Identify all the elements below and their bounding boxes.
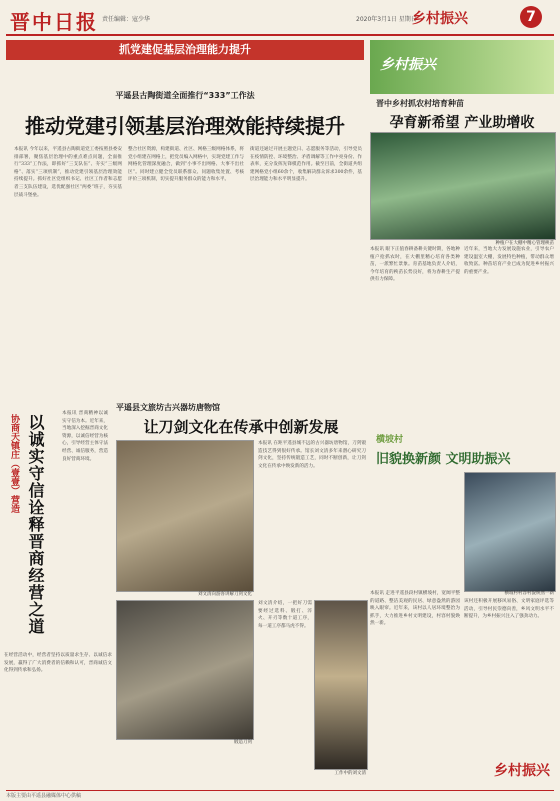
craft-kicker: 平遥县文旅坊古兴器坊唐物馆 bbox=[116, 403, 220, 412]
editor-info: 责任编辑：寇少华 bbox=[102, 16, 151, 23]
page-number: 7 bbox=[520, 6, 542, 28]
renewal-kicker: 横坡村 bbox=[376, 435, 404, 445]
sidebar-kicker: 协商天镇庄（壹壹）营造 bbox=[9, 414, 19, 513]
craft-body-2: 刘文清介绍，一把好刀需要经过选料、锻打、淬火、开刃等数十道工序，每一道工序都马虎不得。 bbox=[258, 601, 312, 629]
main-banner: 抓党建促基层治理能力提升 bbox=[6, 40, 364, 60]
craft-photo-1 bbox=[116, 440, 254, 592]
greenhouse-headline: 孕育新希望 产业助增收 bbox=[389, 115, 535, 131]
craft-headline: 让刀剑文化在传承中创新发展 bbox=[143, 418, 339, 436]
sidebar-column-bottom: 在经营活动中，经营者坚持以质量求生存、以诚信求发展，赢得了广大消费者的信赖和认可，晋商诚信文化得到传承和弘扬。 bbox=[4, 653, 112, 674]
greenhouse-caption: 种植户在大棚中精心管理秧苗 bbox=[495, 241, 554, 246]
craft-body: 本报讯 在距平遥县城不远的古兴器坊唐物馆，刀剑锻造技艺得到很好传承。馆长刘文清多年来潜心研究刀剑文化，坚持传统锻造工艺，同时不断创新，让刀剑文化在传承中焕发新的活力。 bbox=[258, 441, 366, 469]
lead-kicker: 平遥县古陶街道全面推行“333”工作法 bbox=[115, 91, 255, 100]
craft-caption-2: 锻造刀剑 bbox=[234, 740, 252, 745]
village-caption: 横坡村村容村貌焕然一新 bbox=[504, 591, 554, 596]
renewal-column-2: 该村还积极开展移风易俗、文明家庭评选等活动，引导村民崇德向善，乡风文明水平不断提升，为乡村振兴注入了强劲动力。 bbox=[464, 599, 554, 620]
craft-caption-1: 刘文清向游客讲解刀剑文化 bbox=[198, 592, 252, 597]
lead-column-1: 本报讯 今年以来，平遥县古陶街道党工委按照县委安排部署，聚焦基层治理中的重点难点问题，全面推行“333”工作法，即抓好“三支队伍”、夯实“三级网格”、落实“三项机制”，推动党建引领基层治理效能持续提升。抓好社区党组织书记、社区工作者和志愿者三支队伍建设，选优配强社区“两委”班子，夯实基层战斗堡垒。 bbox=[14, 147, 122, 198]
page-footer: 本版主要由平遥县融媒体中心供稿 bbox=[6, 790, 554, 799]
sidebar-headline: 以诚实守信诠释晋商经营之道 bbox=[26, 414, 45, 635]
issue-date: 2020年3月1日 星期日 bbox=[356, 16, 417, 23]
greenhouse-kicker: 晋中乡村抓农村培育种苗 bbox=[376, 99, 464, 108]
sidebar-body: 本报讯 晋商精神以诚实守信为本。近年来，当地深入挖掘晋商文化资源，以诚信经营为核心，引导经营主体守法经营、诚信服务，营造良好营商环境。 bbox=[62, 411, 108, 462]
rural-revival-logo: 乡村振兴 bbox=[494, 763, 550, 779]
rural-revival-banner-text: 乡村振兴 bbox=[380, 57, 436, 73]
lead-column-3: 街道还通过开展主题党日、志愿服务等活动，引导党员在疫情防控、环境整治、矛盾调解等工作中亮身份、作表率，充分发挥先锋模范作用。截至目前，全街道共组建网格党小组60余个，收集解决群众诉求300余件，基层治理能力和水平明显提升。 bbox=[250, 147, 362, 183]
newspaper-logo: 晋中日报 bbox=[10, 10, 98, 34]
craft-caption-3: 工作中的刘文清 bbox=[334, 771, 366, 776]
lead-column-2: 整合社区资源，构建街道、社区、网格三级网格体系，将党小组建在网格上，把党员编入网格中，实现党建工作与网格化管理深度融合，做到“小事不出网格、大事不出社区”。同时建立健全党员联系群众、问题收集处置、考核评价三项机制，切实提升服务群众的能力和水平。 bbox=[128, 147, 244, 183]
masthead bbox=[6, 4, 554, 36]
greenhouse-photo bbox=[370, 132, 556, 240]
renewal-headline: 旧貌换新颜 文明助振兴 bbox=[376, 452, 511, 467]
lead-headline: 推动党建引领基层治理效能持续提升 bbox=[25, 114, 345, 138]
renewal-column-1: 本报讯 走进平遥县段村镇横坡村，宽阔平整的道路、整洁美观的民居、绿意盎然的游园映入眼帘。近年来，该村以人居环境整治为抓手，大力推进乡村文明建设，村容村貌焕然一新。 bbox=[370, 591, 460, 627]
craft-photo-2 bbox=[116, 600, 254, 740]
craft-photo-3 bbox=[314, 600, 368, 770]
section-title: 乡村振兴 bbox=[412, 11, 468, 27]
greenhouse-column-2: 近年来，当地大力发展设施农业，引导农户建设温室大棚，发展特色种植，带动群众增收致富。种苗培育产业已成为促进乡村振兴的重要产业。 bbox=[464, 247, 554, 275]
greenhouse-column-1: 本报讯 眼下正值春耕备耕关键时期，各地种植户抢抓农时，在大棚里精心培育各类种苗，一派繁忙景象。育苗基地负责人介绍，今年培育的秧苗长势良好，将为春耕生产提供有力保障。 bbox=[370, 247, 460, 283]
village-photo bbox=[464, 472, 556, 592]
